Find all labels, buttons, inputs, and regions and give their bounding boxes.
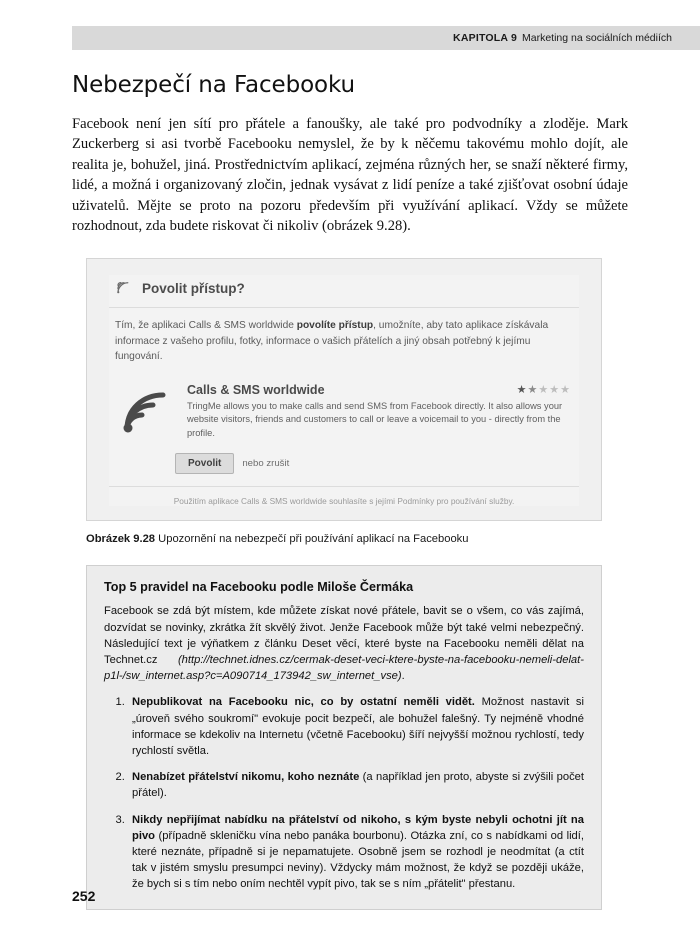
dialog-actions bbox=[109, 453, 579, 474]
figure-screenshot bbox=[86, 258, 602, 521]
rule-lead: Nikdy nepřijímat nabídku na přátelství od nikoho, s kým byste nebyli ochotni jít na pivo bbox=[132, 813, 584, 842]
figure-caption-label: Obrázek 9.28 bbox=[86, 533, 156, 546]
cancel-link[interactable]: nebo zrušit bbox=[242, 458, 290, 470]
rule-rest: (případně skleničku vína nebo panáka bourbonu). Otázka zní, co s nabídkami od lidí, které neznáte, případně si je nepamatujete. Osobně jsem se rozhodl je neodmítat (a ctít tak v jistém smyslu presumpci neviny). Vždycky mám možnost, že když se později ukáže, že bych si s tím nebo oním nechtěl vypít pivo, tak se s ním „přátelit" přestanu. bbox=[132, 829, 584, 891]
allow-button[interactable]: Povolit bbox=[175, 453, 234, 474]
dialog-terms-note: Použitím aplikace Calls & SMS worldwide souhlasíte s jejími Podmínky pro používání služby. bbox=[109, 486, 579, 506]
page-title: Nebezpečí na Facebooku bbox=[72, 72, 355, 98]
rule-lead: Nepublikovat na Facebooku nic, co by ostatní neměli vidět. bbox=[132, 696, 475, 709]
list-item bbox=[128, 769, 584, 801]
tip-box-intro bbox=[104, 603, 584, 684]
dialog-description bbox=[109, 318, 579, 365]
dialog-divider-top bbox=[109, 307, 579, 308]
rule-rest: Možnost nastavit si „úroveň svého soukromí" evokuje pocit bezpečí, ale bohužel falešný. Ty nejméně vhodné informace se kdekoliv na Internetu (včetně Facebooku) šíří nejvyšší možnou rychlostí, tedy rychlostí světla. bbox=[132, 696, 584, 758]
rss-signal-icon bbox=[115, 279, 133, 297]
list-item bbox=[128, 694, 584, 759]
app-name: Calls & SMS worldwide bbox=[187, 382, 325, 397]
tip-box bbox=[86, 565, 602, 909]
app-description: TringMe allows you to make calls and send SMS from Facebook directly. It also allows your website visitors, friends and customers to call or leave a voicemail to you - directly from the profile. bbox=[187, 400, 563, 438]
dialog-description-emphasis: povolíte přístup bbox=[296, 320, 374, 332]
tip-box-intro-text: Facebook se zdá být místem, kde můžete získat nové přátele, bavit se o všem, co vás zajímá, dozvídat se novinky, zkrátka žít skvělý život. Jenže Facebook může být také velmi nebezpečný. Následující text je výňatkem z článku Deset věcí, které byste na Facebooku neměli dělat na Technet.cz bbox=[104, 605, 584, 667]
page-number: 252 bbox=[72, 888, 96, 904]
header-chapter-title: Marketing na sociálních médiích bbox=[522, 32, 672, 44]
rule-rest: (a například jen proto, abyste si zvýšili počet přátel). bbox=[132, 771, 584, 800]
header-chapter-label: KAPITOLA 9 bbox=[453, 32, 517, 44]
tip-box-rules-list bbox=[104, 694, 584, 892]
figure-caption-text: Upozornění na nebezpečí při používání aplikací na Facebooku bbox=[158, 533, 469, 546]
dialog-description-suffix: , umožníte, aby tato aplikace získávala informace z vašeho profilu, fotky, informace o vašich přátelích a jiný obsah potřebný k jejímu fungování. bbox=[115, 320, 549, 363]
figure-caption bbox=[86, 533, 628, 545]
app-rating-stars: ★★★★★ bbox=[516, 383, 571, 396]
dialog-description-prefix: Tím, že aplikaci Calls & SMS worldwide bbox=[115, 320, 297, 332]
facebook-permission-dialog bbox=[109, 275, 579, 506]
page-content bbox=[72, 72, 628, 910]
intro-paragraph: Facebook není jen sítí pro přátele a fanoušky, ale také pro podvodníky a zloděje. Mark Zuckerberg si asi tvorbě Facebooku nemyslel, že by k něčemu takovému mohlo dojít, ale realita je, bohužel, jiná. Prostřednictvím aplikací, zejména různých her, se snaží některé firmy, lidé, a možná i organizovaný zločin, jednak vysávat z lidí peníze a také zjišťovat osobní údaje uživatelů. Mějte se proto na pozoru především při využívání aplikací. Vždy se můžete rozhodnout, zda budete riskovat či nikoliv (obrázek 9.28). bbox=[72, 116, 628, 235]
dialog-header bbox=[109, 275, 579, 307]
rule-lead: Nenabízet přátelství nikomu, koho neznáte bbox=[132, 771, 360, 784]
list-item bbox=[128, 812, 584, 893]
tip-box-intro-url: (http://technet.idnes.cz/cermak-deset-veci-ktere-byste-na-facebooku-nemeli-delat-p1l-/sw_internet.asp?c=A090714_173942_sw_internet_vse) bbox=[104, 654, 584, 683]
app-info-block bbox=[109, 377, 579, 443]
signal-waves-icon bbox=[117, 385, 175, 437]
tip-box-intro-end: . bbox=[401, 670, 405, 683]
tip-box-title: Top 5 pravidel na Facebooku podle Miloše Čermáka bbox=[104, 580, 414, 595]
dialog-title: Povolit přístup? bbox=[142, 280, 245, 296]
running-header bbox=[72, 26, 700, 50]
